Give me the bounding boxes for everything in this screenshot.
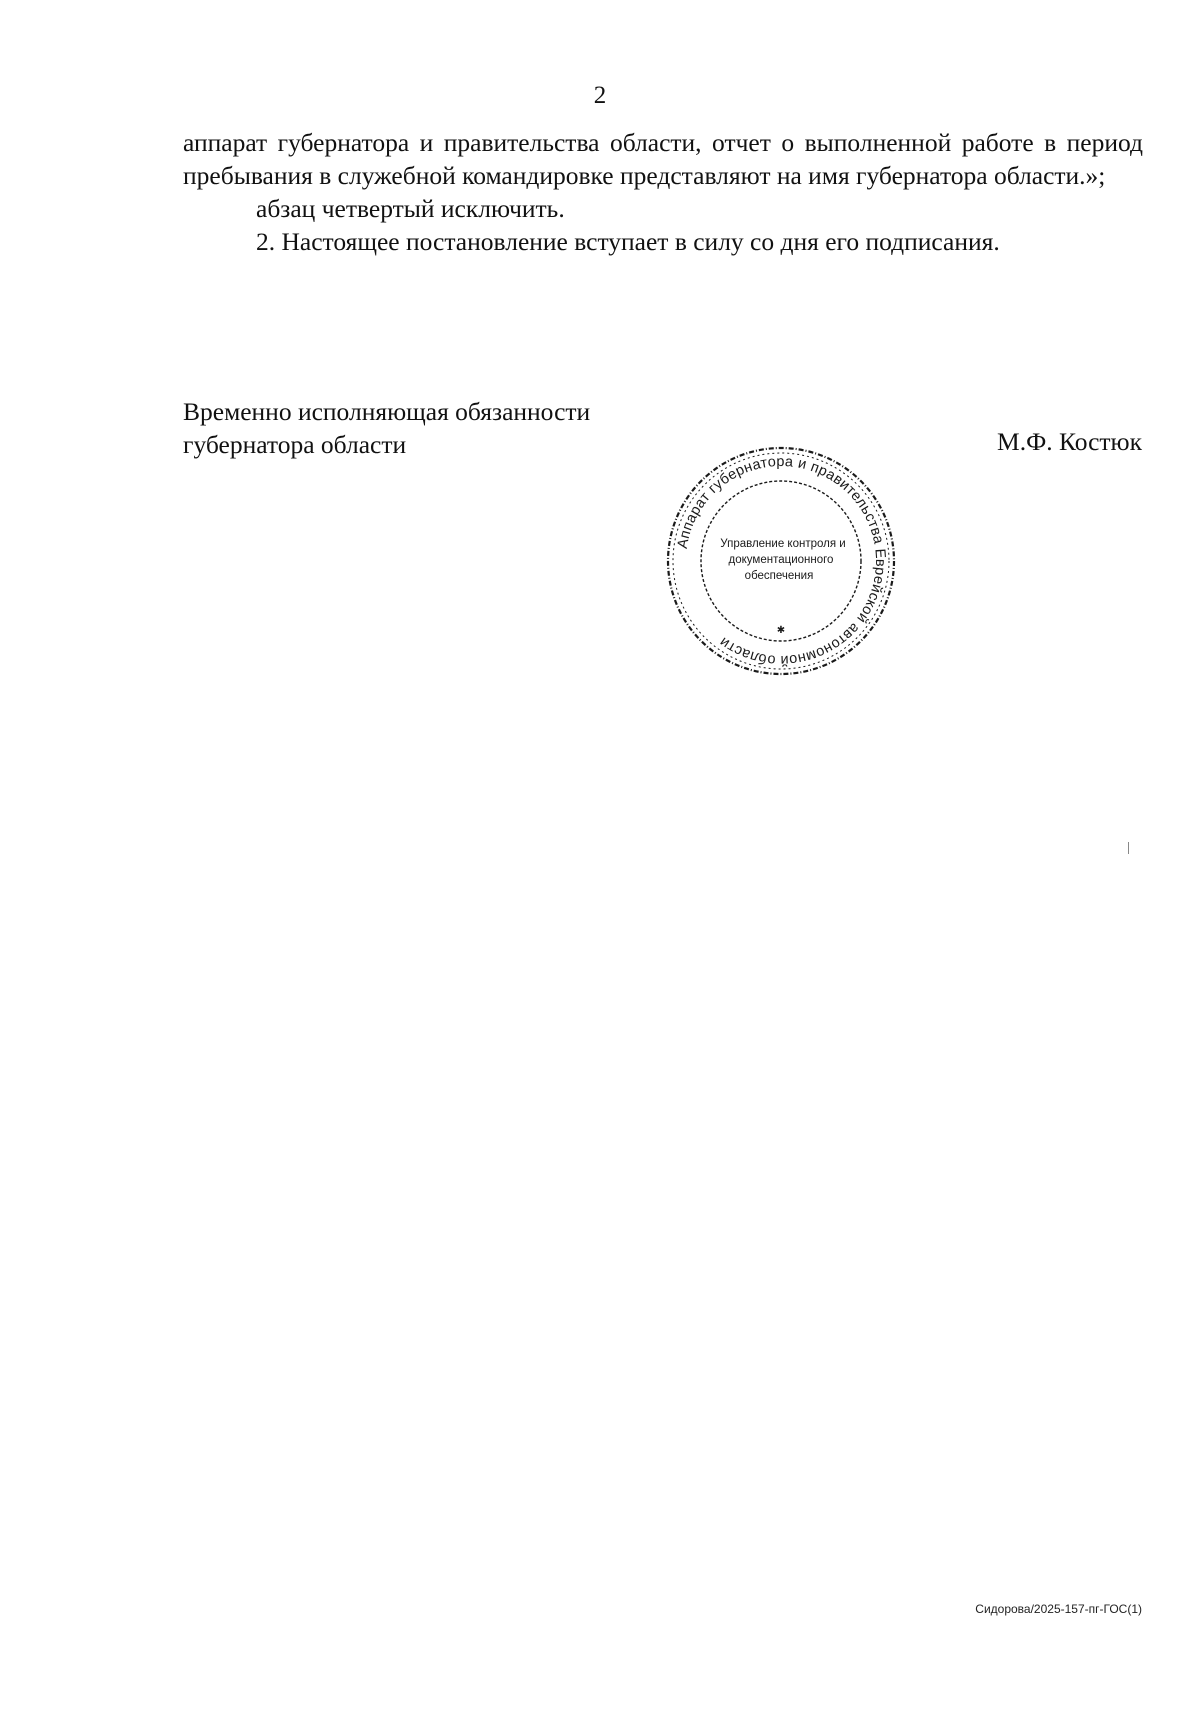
page-number: 2 [593,82,607,109]
official-stamp [663,443,899,679]
body-paragraph: аппарат губернатора и правительства области, отчет о выполненной работе в период пребывания в служебной командировке представляют на имя губернатора области.»; [183,128,1143,190]
body-paragraph: 2. Настоящее постановление вступает в силу со дня его подписания. [256,227,1000,256]
stamp-inner-line: обеспечения [744,570,814,582]
stamp-inner-line: Управление контроля и [720,538,846,550]
stamp-inner-line: документационного [728,554,834,566]
stamp-outer-text: Аппарат губернатора и правительства Еврейской автономной области [674,453,889,669]
body-paragraph: абзац четвертый исключить. [256,194,565,223]
signatory-position-line: губернатора области [183,430,407,459]
signatory-name: М.Ф. Костюк [997,427,1142,456]
scan-artifact [1128,842,1129,854]
document-code: Сидорова/2025-157-пг-ГОС(1) [975,1602,1142,1616]
signatory-position [183,395,590,461]
document-body [183,126,1143,258]
signatory-position-line: Временно исполняющая обязанности [183,397,591,426]
stamp-star: ✱ [776,625,786,636]
